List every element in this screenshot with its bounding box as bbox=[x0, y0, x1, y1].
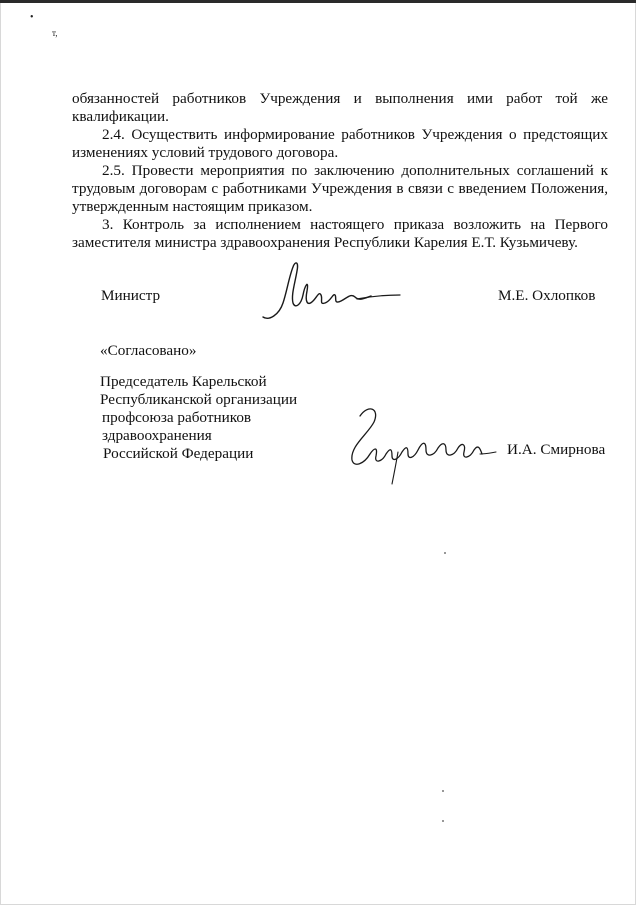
chair-signer-name: И.А. Смирнова bbox=[507, 441, 606, 458]
paragraph-2-4: 2.4. Осуществить информирование работников Учреждения о предстоящих изменениях условий трудового договора. bbox=[72, 126, 608, 161]
org-line: Республиканской организации bbox=[100, 391, 298, 408]
agreed-heading: «Согласовано» bbox=[100, 342, 197, 359]
scan-speck bbox=[442, 790, 444, 792]
minister-signature-icon bbox=[255, 255, 415, 325]
minister-title: Министр bbox=[101, 287, 161, 304]
scan-speck bbox=[442, 820, 444, 822]
scan-top-border bbox=[0, 0, 636, 3]
minister-name: М.Е. Охлопков bbox=[498, 287, 596, 304]
org-line: профсоюза работников bbox=[102, 409, 252, 426]
paragraph-3: 3. Контроль за исполнением настоящего приказа возложить на Первого заместителя министра здравоохранения Республики Карелия Е.Т. Кузьмичеву. bbox=[72, 216, 608, 251]
paragraph-continuation: обязанностей работников Учреждения и выполнения ими работ той же квалификации. bbox=[72, 90, 608, 125]
org-line: Российской Федерации bbox=[103, 445, 254, 462]
chair-signature-icon bbox=[340, 402, 505, 487]
org-line: здравоохранения bbox=[102, 427, 212, 444]
union-organization-block bbox=[100, 373, 340, 463]
paragraph-2-5: 2.5. Провести мероприятия по заключению дополнительных соглашений к трудовым договорам с работниками Учреждения в связи с введением Положения, утвержденным настоящим приказом. bbox=[72, 162, 608, 215]
scan-speck bbox=[444, 552, 446, 554]
org-line: Председатель Карельской bbox=[100, 373, 267, 390]
scan-mark: • bbox=[30, 12, 34, 23]
scan-mark: т, bbox=[52, 28, 58, 38]
order-body-text bbox=[72, 90, 608, 252]
